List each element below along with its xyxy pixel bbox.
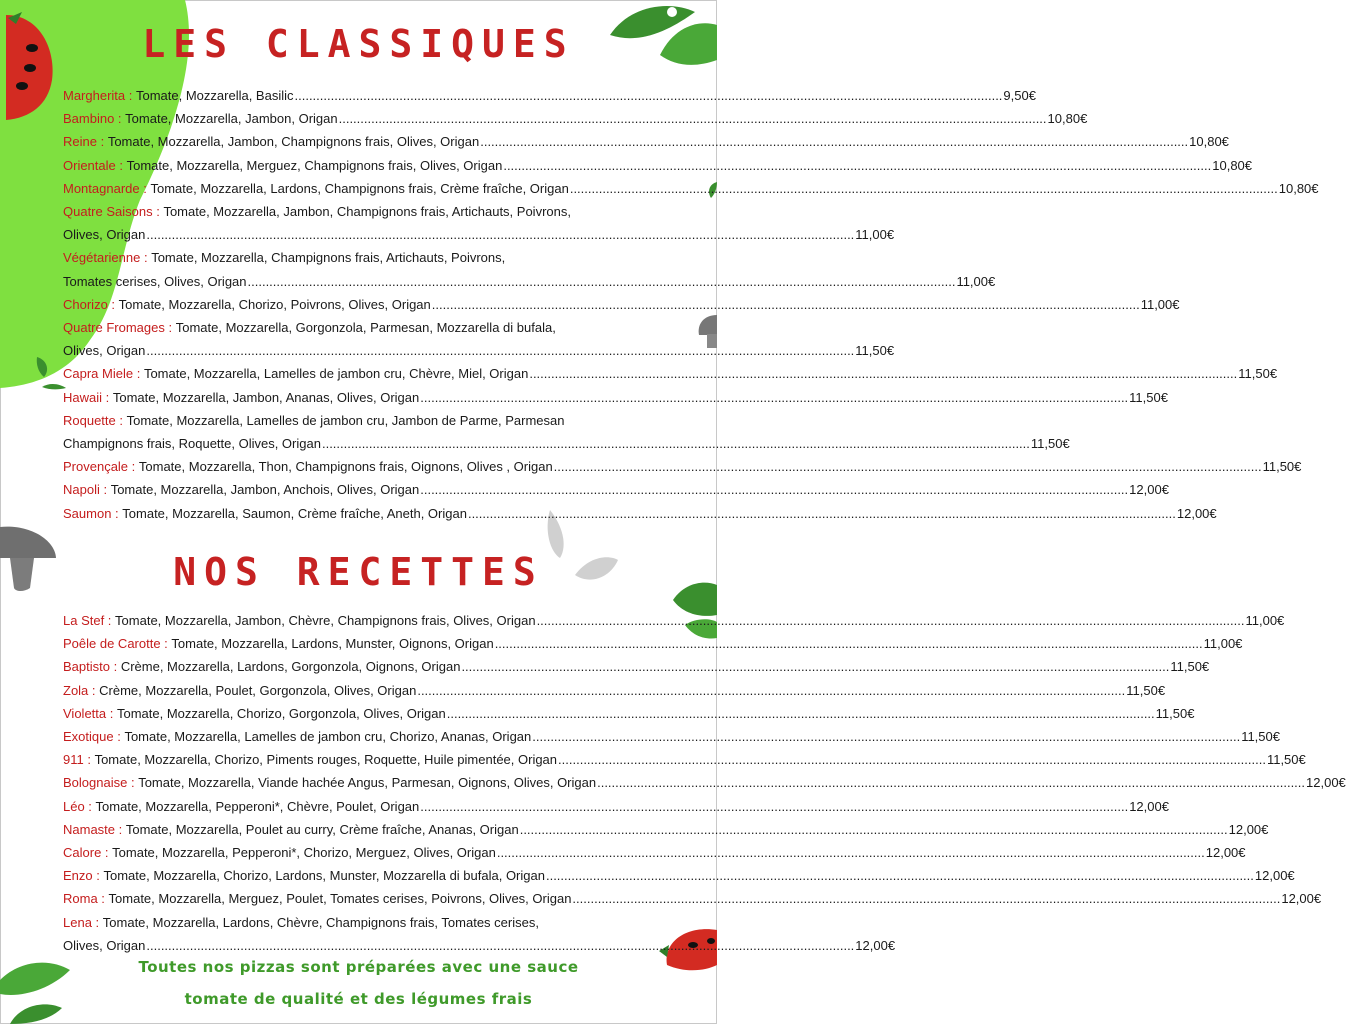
pizza-price: 11,00€ xyxy=(1203,636,1243,652)
pizza-ingredients: Crème, Mozzarella, Lardons, Gorgonzola, Oignons, Origan xyxy=(120,659,461,675)
dot-leader xyxy=(572,887,1280,910)
pizza-price: 11,50€ xyxy=(1155,705,1195,721)
menu-item xyxy=(63,725,1280,748)
dot-leader xyxy=(546,864,1254,887)
pizza-ingredients: Tomate, Mozzarella, Jambon, Champignons frais, Olives, Origan xyxy=(107,134,480,150)
pizza-price: 11,50€ xyxy=(855,343,895,359)
menu-item-line xyxy=(63,177,1319,200)
pizza-name: Végétarienne : xyxy=(63,250,148,266)
pizza-name: Roma : xyxy=(63,891,105,907)
pizza-ingredients: Tomate, Mozzarella, Jambon, Chèvre, Champignons frais, Olives, Origan xyxy=(115,613,536,628)
dot-leader xyxy=(597,771,1305,794)
dot-leader xyxy=(417,679,1125,702)
menu-item xyxy=(63,771,1346,794)
menu-item-line xyxy=(63,795,1169,818)
pizza-price: 11,00€ xyxy=(1245,613,1285,628)
pizza-name: Namaste : xyxy=(63,821,123,837)
pizza-price: 11,50€ xyxy=(1030,436,1070,452)
dot-leader xyxy=(497,841,1205,864)
menu-item-line xyxy=(63,679,1166,702)
menu-item xyxy=(63,609,1285,632)
menu-item-line xyxy=(63,432,1070,455)
dot-leader xyxy=(554,455,1262,478)
dot-leader xyxy=(495,632,1203,655)
menu-item-line xyxy=(63,386,1168,409)
pizza-ingredients: Olives, Origan xyxy=(63,227,146,243)
menu-item-line xyxy=(63,911,675,934)
pizza-name: 911 : xyxy=(63,752,91,768)
pizza-price: 10,80€ xyxy=(1278,180,1319,196)
pizza-name: Quatre Saisons : xyxy=(63,204,160,220)
menu-item-line xyxy=(63,934,896,957)
pizza-name: Enzo : xyxy=(63,868,100,884)
dot-leader xyxy=(558,748,1266,771)
pizza-name: Violetta : xyxy=(63,705,114,721)
menu-item-line xyxy=(63,818,1269,841)
pizza-price: 12,00€ xyxy=(1176,505,1217,521)
menu-item-line xyxy=(63,725,1280,748)
pizza-name: Capra Miele : xyxy=(63,366,141,382)
pizza-name: Chorizo : xyxy=(63,296,116,312)
menu-item xyxy=(63,409,1070,455)
pizza-ingredients: Tomate, Mozzarella, Merguez, Poulet, Tomates cerises, Poivrons, Olives, Origan xyxy=(108,891,572,907)
pizza-price: 11,00€ xyxy=(956,273,996,289)
menu-item-line xyxy=(63,84,1036,107)
menu-item xyxy=(63,316,895,362)
pizza-ingredients: Tomate, Mozzarella, Lardons, Chèvre, Champignons frais, Tomates cerises, xyxy=(102,914,539,930)
menu-item xyxy=(63,130,1229,153)
dot-leader xyxy=(146,223,854,246)
pizza-ingredients: Tomate, Mozzarella, Jambon, Anchois, Olives, Origan xyxy=(110,482,420,498)
dot-leader xyxy=(461,655,1169,678)
menu-item xyxy=(63,818,1269,841)
pizza-ingredients: Tomate, Mozzarella, Viande hachée Angus, Parmesan, Oignons, Olives, Origan xyxy=(138,775,597,791)
menu-item xyxy=(63,177,1319,200)
dot-leader xyxy=(520,818,1228,841)
pizza-price: 12,00€ xyxy=(1205,845,1246,861)
menu-item-line xyxy=(63,864,1295,887)
pizza-ingredients: Champignons frais, Roquette, Olives, Origan xyxy=(63,436,321,452)
section-title-classiques: LES CLASSIQUES xyxy=(142,22,575,66)
menu-item xyxy=(63,748,1306,771)
menu-item xyxy=(63,864,1295,887)
menu-item xyxy=(63,154,1253,177)
dot-leader xyxy=(529,362,1237,385)
pizza-price: 11,50€ xyxy=(1262,459,1302,475)
pizza-price: 12,00€ xyxy=(1129,482,1169,498)
pizza-ingredients: Crème, Mozzarella, Poulet, Gorgonzola, Olives, Origan xyxy=(99,682,417,698)
pizza-ingredients: Tomate, Mozzarella, Poulet au curry, Crème fraîche, Ananas, Origan xyxy=(125,821,519,837)
pizza-price: 11,00€ xyxy=(855,227,895,243)
menu-item-line xyxy=(63,748,1306,771)
dot-leader xyxy=(248,270,956,293)
dot-leader xyxy=(146,934,854,957)
menu-item xyxy=(63,455,1302,478)
pizza-ingredients: Tomate, Mozzarella, Thon, Champignons frais, Oignons, Olives , Origan xyxy=(138,459,553,475)
pizza-name: Lena : xyxy=(63,914,100,930)
pizza-name: Bolognaise : xyxy=(63,775,135,791)
dot-leader xyxy=(432,293,1140,316)
menu-item xyxy=(63,841,1246,864)
menu-item-line xyxy=(63,632,1243,655)
pizza-ingredients: Tomate, Mozzarella, Basilic xyxy=(136,88,294,103)
pizza-name: Zola : xyxy=(63,682,96,698)
pizza-name: Hawaii : xyxy=(63,389,110,405)
pizza-price: 12,00€ xyxy=(1129,798,1169,814)
section-title-recettes: NOS RECETTES xyxy=(173,550,544,594)
pizza-ingredients: Tomate, Mozzarella, Jambon, Origan xyxy=(125,111,338,127)
dot-leader xyxy=(339,107,1047,130)
pizza-price: 11,50€ xyxy=(1126,682,1166,698)
menu-item-line xyxy=(63,478,1169,501)
pizza-price: 12,00€ xyxy=(1306,775,1346,791)
pizza-name: Bambino : xyxy=(63,111,122,127)
pizza-ingredients: Tomate, Mozzarella, Pepperoni*, Chorizo, Merguez, Olives, Origan xyxy=(112,845,496,861)
menu-item-line xyxy=(63,455,1302,478)
menu-list-recettes xyxy=(63,609,1346,957)
pizza-ingredients: Tomate, Mozzarella, Chorizo, Poivrons, Olives, Origan xyxy=(118,296,431,312)
menu-item xyxy=(63,362,1278,385)
pizza-price: 12,00€ xyxy=(1228,821,1269,837)
menu-item-line xyxy=(63,339,895,362)
pizza-name: Baptisto : xyxy=(63,659,118,675)
pizza-ingredients: Tomate, Mozzarella, Gorgonzola, Parmesan, Mozzarella di bufala, xyxy=(175,320,556,336)
dot-leader xyxy=(537,609,1245,632)
menu-item xyxy=(63,502,1217,525)
dot-leader xyxy=(146,339,854,362)
pizza-name: Montagnarde : xyxy=(63,180,147,196)
pizza-ingredients: Olives, Origan xyxy=(63,937,146,953)
menu-item xyxy=(63,679,1166,702)
menu-item xyxy=(63,887,1322,910)
menu-item-line xyxy=(63,200,675,223)
pizza-price: 11,00€ xyxy=(1140,296,1180,312)
pizza-price: 11,50€ xyxy=(1129,389,1168,405)
menu-item-line xyxy=(63,223,895,246)
menu-item xyxy=(63,632,1243,655)
footer-note-line2: tomate de qualité et des légumes frais xyxy=(184,990,533,1008)
pizza-name: Poêle de Carotte : xyxy=(63,636,168,652)
pizza-ingredients: Tomate, Mozzarella, Champignons frais, Artichauts, Poivrons, xyxy=(151,250,506,266)
pizza-price: 11,50€ xyxy=(1241,729,1280,745)
pizza-ingredients: Tomate, Mozzarella, Lardons, Munster, Oignons, Origan xyxy=(171,636,494,652)
pizza-name: Saumon : xyxy=(63,505,119,521)
menu-item xyxy=(63,200,895,246)
pizza-ingredients: Tomate, Mozzarella, Chorizo, Gorgonzola, Olives, Origan xyxy=(116,705,446,721)
menu-item-line xyxy=(63,609,1285,632)
pizza-name: Léo : xyxy=(63,798,92,814)
pizza-ingredients: Tomate, Mozzarella, Lardons, Champignons frais, Crème fraîche, Origan xyxy=(150,180,569,196)
pizza-price: 11,50€ xyxy=(1170,659,1210,675)
pizza-ingredients: Tomate, Mozzarella, Merguez, Champignons frais, Olives, Origan xyxy=(126,157,503,173)
pizza-price: 10,80€ xyxy=(1212,157,1253,173)
pizza-ingredients: Tomate, Mozzarella, Pepperoni*, Chèvre, Poulet, Origan xyxy=(95,798,420,814)
menu-item-line xyxy=(63,130,1229,153)
pizza-ingredients: Tomate, Mozzarella, Lamelles de jambon cru, Chèvre, Miel, Origan xyxy=(143,366,529,382)
pizza-name: Napoli : xyxy=(63,482,108,498)
pizza-ingredients: Tomate, Mozzarella, Chorizo, Piments rouges, Roquette, Huile pimentée, Origan xyxy=(94,752,558,768)
pizza-price: 11,50€ xyxy=(1266,752,1306,768)
pizza-name: Orientale : xyxy=(63,157,123,173)
menu-item-line xyxy=(63,107,1088,130)
dot-leader xyxy=(503,154,1211,177)
pizza-ingredients: Tomate, Mozzarella, Lamelles de jambon cru, Jambon de Parme, Parmesan xyxy=(126,412,565,428)
menu-item-line xyxy=(63,362,1278,385)
pizza-name: Quatre Fromages : xyxy=(63,320,173,336)
pizza-ingredients: Tomate, Mozzarella, Saumon, Crème fraîche, Aneth, Origan xyxy=(122,505,467,521)
dot-leader xyxy=(420,478,1128,501)
pizza-name: La Stef : xyxy=(63,613,112,628)
pizza-ingredients: Tomate, Mozzarella, Chorizo, Lardons, Munster, Mozzarella di bufala, Origan xyxy=(103,868,545,884)
menu-item xyxy=(63,293,1180,316)
menu-item xyxy=(63,655,1210,678)
pizza-price: 12,00€ xyxy=(1281,891,1322,907)
menu-item-line xyxy=(63,154,1253,177)
menu-item xyxy=(63,795,1169,818)
menu-item-line xyxy=(63,293,1180,316)
pizza-name: Margherita : xyxy=(63,88,133,103)
menu-item-line xyxy=(63,246,675,269)
menu-item-line xyxy=(63,702,1195,725)
pizza-name: Exotique : xyxy=(63,729,121,745)
menu-list-classiques xyxy=(63,84,1319,525)
pizza-price: 10,80€ xyxy=(1047,111,1088,127)
pizza-name: Roquette : xyxy=(63,412,123,428)
pizza-ingredients: Olives, Origan xyxy=(63,343,146,359)
menu-item xyxy=(63,107,1088,130)
pizza-ingredients: Tomates cerises, Olives, Origan xyxy=(63,273,247,289)
menu-item xyxy=(63,911,896,957)
menu-item-line xyxy=(63,771,1346,794)
menu-item-line xyxy=(63,502,1217,525)
pizza-price: 9,50€ xyxy=(1003,88,1036,103)
footer-note-line1: Toutes nos pizzas sont préparées avec une sauce xyxy=(138,958,579,976)
menu-item-line xyxy=(63,270,996,293)
dot-leader xyxy=(447,702,1155,725)
menu-item xyxy=(63,84,1036,107)
dot-leader xyxy=(420,386,1128,409)
menu-item xyxy=(63,702,1195,725)
menu-item-line xyxy=(63,655,1210,678)
pizza-price: 12,00€ xyxy=(855,937,896,953)
pizza-name: Reine : xyxy=(63,134,105,150)
pizza-ingredients: Tomate, Mozzarella, Lamelles de jambon cru, Chorizo, Ananas, Origan xyxy=(124,729,532,745)
dot-leader xyxy=(468,502,1176,525)
dot-leader xyxy=(322,432,1030,455)
pizza-price: 11,50€ xyxy=(1238,366,1278,382)
dot-leader xyxy=(570,177,1278,200)
pizza-price: 12,00€ xyxy=(1254,868,1295,884)
menu-item-line xyxy=(63,409,675,432)
menu-item-line xyxy=(63,841,1246,864)
dot-leader xyxy=(532,725,1240,748)
dot-leader xyxy=(480,130,1188,153)
menu-item-line xyxy=(63,316,675,339)
menu-item xyxy=(63,246,996,292)
menu-item-line xyxy=(63,887,1322,910)
menu-item xyxy=(63,478,1169,501)
pizza-name: Provençale : xyxy=(63,459,136,475)
dot-leader xyxy=(295,84,1003,107)
pizza-ingredients: Tomate, Mozzarella, Jambon, Champignons frais, Artichauts, Poivrons, xyxy=(163,204,571,220)
pizza-ingredients: Tomate, Mozzarella, Jambon, Ananas, Olives, Origan xyxy=(112,389,420,405)
dot-leader xyxy=(420,795,1128,818)
menu-item xyxy=(63,386,1168,409)
pizza-price: 10,80€ xyxy=(1189,134,1229,150)
pizza-name: Calore : xyxy=(63,845,109,861)
